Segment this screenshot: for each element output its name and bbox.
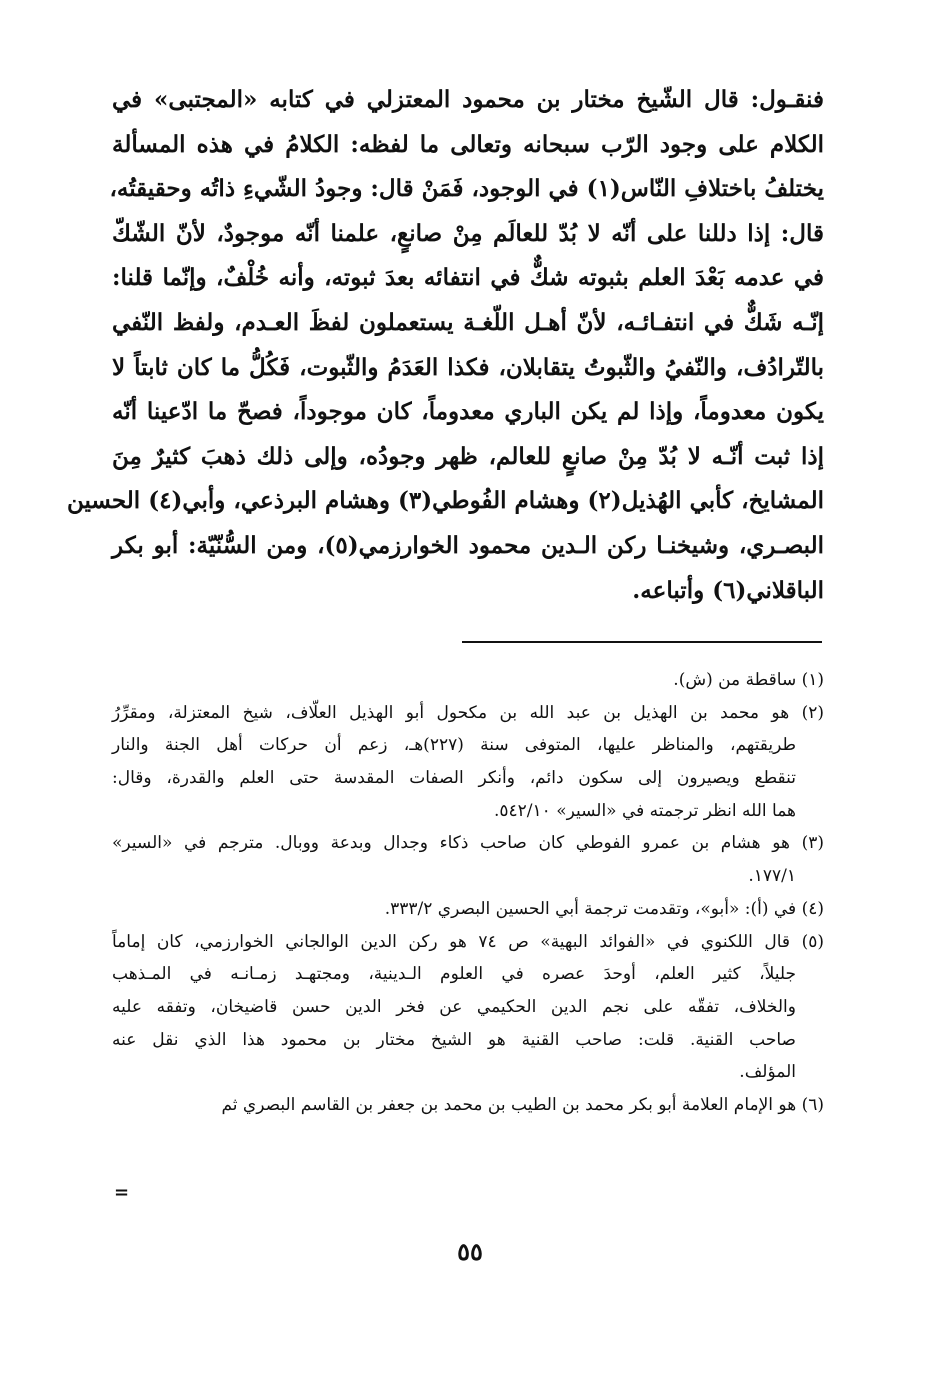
- footnote-line: تنقطع ويصيرون إلى سكون دائم، وأنكر الصفات المقدسة حتى العلم والقدرة، وقال:: [112, 768, 796, 789]
- main-text-line: الباقلاني(٦) وأتباعه.: [632, 576, 824, 604]
- footnote-line: والخلاف، تفقّه على نجم الدين الحكيمي عن فخر الدين حسن قاضيخان، وتفقه عليه: [112, 996, 796, 1017]
- main-text-line: إنّـه شَكٌّ في انتفـائـه، لأنّ أهـل اللّغـة يستعملون لفظَ العـدم، ولفظ النّفي: [112, 308, 824, 336]
- footnote-line: (٤) في (أ): «أبو»، وتقدمت ترجمة أبي الحسين البصري ٣٣٣/٢.: [384, 898, 824, 919]
- main-text-line: البصـري، وشيخنـا ركن الـدين محمود الخوارزمي(٥)، ومن السُّنّيّة: أبو بكر: [112, 531, 825, 559]
- footnote-line: هما الله انظر ترجمته في «السير» ٥٤٢/١٠.: [494, 800, 796, 821]
- footnote-line: (٢) هو محمد بن الهذيل بن عبد الله بن مكحول أبو الهذيل العلّاف، شيخ المعتزلة، ومقرِّرُ: [112, 702, 824, 723]
- continuation-mark: =: [114, 1182, 130, 1203]
- main-text-body: [66, 78, 825, 613]
- main-text-line: يكون معدوماً، وإذا لم يكن الباري معدوماً، كان موجوداً، فصحّ ما ادّعينا أنّه: [112, 398, 824, 426]
- footnotes: [112, 664, 824, 1122]
- footnote-5: [112, 926, 824, 1089]
- main-text-line: فنقـول: قال الشّيخ مختار بن محمود المعتزلي في كتابه «المجتبى» في: [112, 86, 824, 113]
- footnote-line: جليلاً، كثير العلم، أوحدَ عصره في العلوم الـدينية، ومجتهـد زمـانـه في المـذهب: [112, 964, 796, 985]
- main-text-line: إذا ثبت أنّـه لا بُدّ مِنْ صانعٍ للعالم، ظهر وجودُه، وإلى ذلك ذهبَ كثيرٌ مِنَ: [112, 442, 824, 470]
- footnote-3: [112, 827, 824, 892]
- footnote-4: [112, 893, 824, 926]
- footnote-line: طريقتهم، والمناظر عليها، المتوفى سنة (٢٢٧)هـ، زعم أن حركات أهل الجنة والنار: [112, 735, 797, 756]
- footnote-2: [112, 697, 824, 828]
- footnote-line: المؤلف.: [739, 1062, 796, 1083]
- main-text-line: الكلام على وجود الرّب سبحانه وتعالى ما لفظه: الكلامُ في هذه المسألة: [112, 130, 824, 158]
- main-text-line: يختلفُ باختلافِ النّاس(١) في الوجود، فَمَنْ قال: وجودُ الشّيءِ ذاتُه وحقيقتُه،: [109, 175, 824, 203]
- main-text-line: بالتّرادُف، والنّفيُ والثّبوتُ يتقابلان، فكذا العَدَمُ والثّبوت، فَكُلُّ ما كان ثابتاً لا: [112, 353, 824, 381]
- footnote-1: [112, 664, 824, 697]
- main-text-line: في عدمه بَعْدَ العلم بثبوته شكٌّ في انتفائه بعدَ ثبوته، وأنه خُلْفٌ، وإنّما قلنا:: [112, 264, 824, 292]
- footnote-line: (٥) قال اللكنوي في «الفوائد البهية» ص ٧٤ هو ركن الدين الوالجاني الخوارزمي، كان إماماً: [112, 931, 824, 952]
- footnote-6: [112, 1089, 824, 1122]
- footnote-separator: [462, 641, 822, 643]
- footnote-line: (١) ساقطة من (ش).: [673, 670, 824, 690]
- footnote-line: (٣) هو هشام بن عمرو الفوطي كان صاحب ذكاء وجدال وبدعة ووبال. مترجم في «السير»: [112, 833, 824, 854]
- page-number: ٥٥: [457, 1237, 483, 1266]
- main-text-line: المشايخ، كأبي الهُذيل(٢) وهشام الفُوطي(٣) وهشام البرذعي، وأبي(٤) الحسين: [66, 487, 824, 515]
- footnote-line: (٦) هو الإمام العلامة أبو بكر محمد بن الطيب بن محمد بن جعفر بن القاسم البصري ثم: [221, 1094, 824, 1115]
- footnote-line: ١٧٧/١.: [748, 866, 796, 887]
- main-text-line: قال: إذا دللنا على أنّه لا بُدّ للعالَم مِنْ صانعٍ، علمنا أنّه موجودٌ، لأنّ الشّكّ: [112, 219, 824, 247]
- footnote-line: صاحب القنية. قلت: صاحب القنية هو الشيخ مختار بن محمود هذا الذي نقل عنه: [112, 1029, 796, 1050]
